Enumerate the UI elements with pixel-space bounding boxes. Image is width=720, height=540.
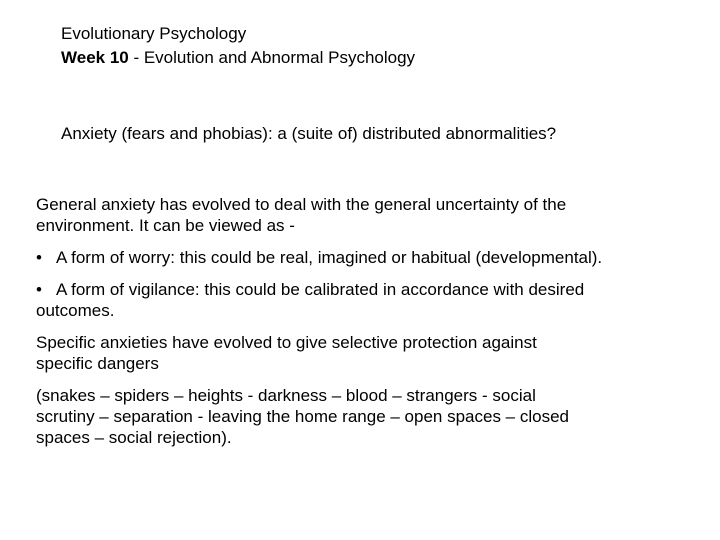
- week-label: Week 10: [61, 48, 129, 67]
- examples-line-2: scrutiny – separation - leaving the home range – open spaces – closed: [36, 407, 569, 426]
- slide-body: [36, 194, 706, 459]
- examples-line-3: spaces – social rejection).: [36, 428, 232, 447]
- intro-paragraph: [36, 194, 706, 236]
- examples-paragraph: [36, 385, 706, 448]
- specific-paragraph: [36, 332, 706, 374]
- bullet-worry-line-1: [36, 247, 706, 268]
- bullet-vigilance-line-2: outcomes.: [36, 301, 115, 320]
- bullet-worry-text: A form of worry: this could be real, imagined or habitual (developmental).: [56, 248, 603, 267]
- intro-line-1: General anxiety has evolved to deal with the general uncertainty of the: [36, 195, 567, 214]
- examples-line-1: (snakes – spiders – heights - darkness – blood – strangers - social: [36, 386, 536, 405]
- slide-subtitle: Anxiety (fears and phobias): a (suite of) distributed abnormalities?: [61, 124, 557, 143]
- specific-line-1: Specific anxieties have evolved to give selective protection against: [36, 333, 537, 352]
- slide-header: [61, 22, 681, 70]
- course-title: Evolutionary Psychology: [61, 24, 247, 43]
- week-topic: - Evolution and Abnormal Psychology: [128, 48, 416, 67]
- bullet-icon: •: [36, 248, 42, 267]
- bullet-icon: •: [36, 280, 42, 299]
- intro-line-2: environment. It can be viewed as -: [36, 216, 295, 235]
- bullet-vigilance-line-1: [36, 279, 706, 300]
- bullet-vigilance-text: A form of vigilance: this could be calibrated in accordance with desired: [56, 280, 585, 299]
- specific-line-2: specific dangers: [36, 354, 159, 373]
- bullet-worry: [36, 247, 706, 268]
- week-heading: [61, 46, 681, 70]
- bullet-vigilance: [36, 279, 706, 321]
